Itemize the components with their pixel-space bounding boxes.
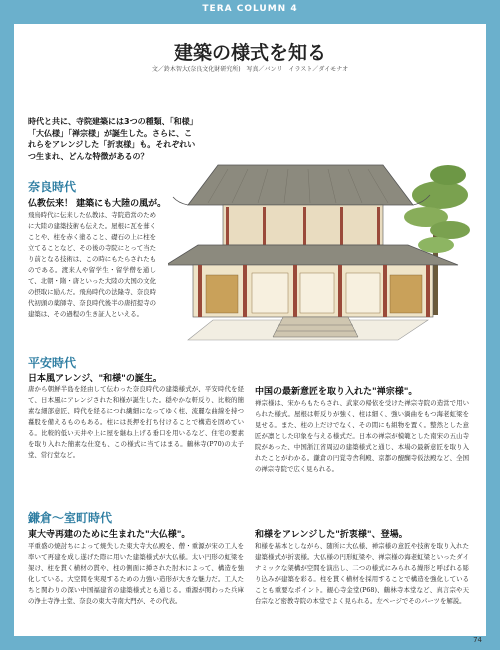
body-nara: 飛鳥時代に伝来した仏教は、寺院造営のために大陸の建築技術も伝えた。屋根に瓦を葺くことや、柱を赤く塗ること、礎石の上に柱を立てることなど、その後の寺院にとって当たり前となる技術は、この時にもたらされたものである。渡来人や留学生・留学僧を通して、北朝・隋・唐といった大陸の大国の文化の摂取に励んだ。飛鳥時代の法隆寺、奈良時代初頭の薬師寺、奈良時代後半の唐招提寺の建築は、その過程の生き証人といえる。 (28, 211, 156, 318)
subheading-heian: 日本風アレンジ、"和様"の誕生。 (28, 374, 162, 384)
temple-illustration (168, 145, 473, 360)
subheading-nara: 仏教伝来！ 建築にも大陸の風が。 (28, 199, 167, 209)
section-heading-heian: 平安時代 (28, 356, 77, 370)
column-banner: TERA COLUMN 4 (202, 4, 298, 14)
section-heading-kamakura: 鎌倉～室町時代 (28, 511, 113, 525)
credits-line: 文／鈴木智大(奈良文化財研究所) 写真／バンリ イラスト／ダイモナオ (151, 66, 349, 73)
body-kamakura: 平重盛の焼討ちによって焼失した東大寺大仏殿を、僧・重源が宋の工人を率いて再建を成し遂げた際に用いた建築様式が大仏様。太い円形の虹梁を架け、柱を貫く横材の貫や、柱の側面に挿された肘木によって、構造を強化している。大空間を実現するための力強い造形が大きな魅力だ。工人たちと関わりの深い中国福建省の建築様式とも通じる。重源が関わった兵庫の浄土寺浄土堂、奈良の東大寺南大門が、その代表。 (28, 542, 244, 605)
page-title: 建築の様式を知る (173, 42, 326, 64)
subheading-zen: 中国の最新意匠を取り入れた"禅宗様"。 (255, 387, 418, 397)
section-heading-nara: 奈良時代 (28, 180, 77, 194)
body-zen: 禅宗様は、宋からもたらされ、武家の帰依を受けた禅宗寺院の造営で用いられた様式。屋根は軒反りが強く、柱は細く、強い渦曲をもつ海老虹梁を見せる。また、柱の上だけでなく、その間にも組物を置く。整然とした意匠が凛とした印象を与える様式だ。日本の禅宗が模範とした南宋の五山寺院があった、中国浙江省周辺の建築様式と通じ、本場の最新意匠を取り入れたことがわかる。鎌倉の円覚寺舎利殿、京都の醍醐寺仮法殿など、全国の禅宗寺院で広く見られる。 (255, 399, 469, 473)
body-heian: 唐から朝鮮半島を経由して伝わった奈良時代の建築様式が、平安時代を経て、日本風にアレンジされた和様が誕生した。穏やかな軒反り、比較的簡素な細部意匠、時代を経るにつれ繊細になってゆく柱、流麗な曲線を持つ蟇股を備えるものもある。柱には長押を打ち付けることで構造を固めている。比較的低い天井や上に屋を継ね上げる垂口を用いるなど、住宅の要素を取り入れた簡素な仕変も、この様式に当てはまる。鶴林寺(P70)の太子堂、常行堂など。 (28, 385, 244, 459)
body-setchu: 和様を基本としながら、随所に大仏様、禅宗様の意匠や技術を取り入れた建築様式が折衷様。大仏様の円形虹梁や、禅宗様の海老虹梁といったダイナミックな架構が空間を演出し、二つの様式にみられる繰形と呼ばれる彫り込みが建築を彩る。柱を貫く横材を採用することで構造を強化していることも重要なポイント。観心寺金堂(P68)、鶴林寺本堂など、真言宗や天台宗など密教寺院の本堂でよく見られる。左ページでそのパーツを解説。 (255, 542, 469, 605)
intro-text: 時代と共に、寺院建築には3つの種類、「和様」「大仏様」「禅宗様」が誕生した。さらに、これらをアレンジした「折衷様」も。それぞれいつ生まれ、どんな特徴があるの？ (28, 117, 198, 161)
subheading-kamakura: 東大寺再建のために生まれた"大仏様"。 (28, 530, 191, 540)
page-number: 74 (473, 636, 482, 644)
subheading-setchu: 和様をアレンジした"折衷様"、登場。 (255, 530, 408, 540)
